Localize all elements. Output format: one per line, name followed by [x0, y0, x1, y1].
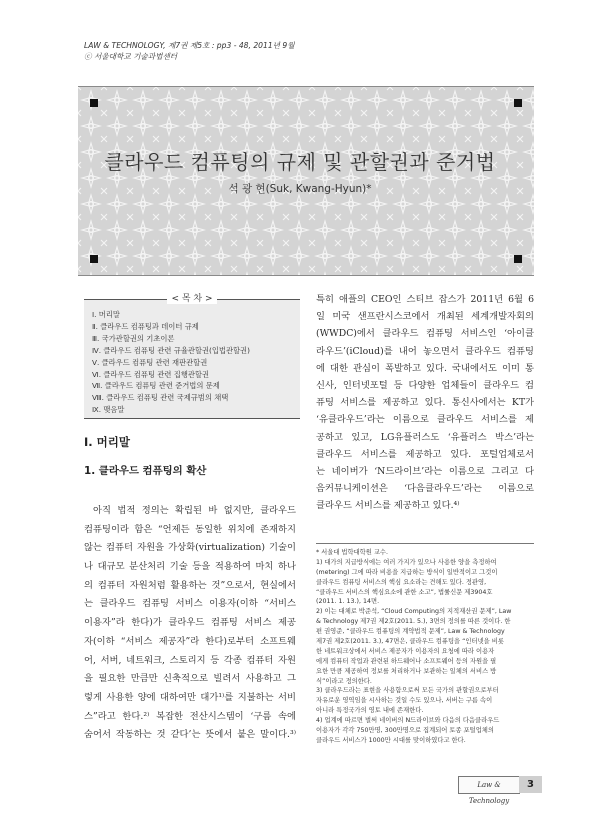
footnote-line: 자유로운 영역임을 시사하는 것일 수도 있으나, 서버는 구름 속이 [316, 697, 493, 705]
page-footer [458, 776, 542, 805]
body-line: 아직 법적 정의는 확립된 바 없지만, 클라우드 [93, 505, 296, 516]
subsection-heading: 1. 클라우드 컴퓨팅의 확산 [84, 465, 207, 477]
toc-item: Ⅱ. 클라우드 컴퓨팅과 데이터 규제 [92, 321, 199, 331]
footnote-line: 아니라 특정국가의 영토 내에 존재한다. [316, 707, 424, 715]
section-heading: Ⅰ. 머리말 [84, 435, 130, 449]
toc-list [92, 309, 250, 416]
journal-copyright: ⓒ 서울대학교 기술과법센터 [84, 52, 178, 61]
toc-item: Ⅶ. 클라우드 컴퓨팅 관련 준거법의 문제 [92, 381, 220, 391]
body-line: 렇게 사용한 양에 대하여만 대가¹⁾를 지불하는 서비 [84, 691, 296, 703]
footnote-line: 4) 업계에 따르면 벌써 네이버의 N드라이브와 다음의 다음클라우드 [316, 717, 500, 725]
body-line: 신사, 인터넷포털 등 다양한 업체들이 클라우드 컴 [316, 379, 534, 391]
body-line: 클라우드 서비스를 제공하고 있다.⁴⁾ [316, 500, 460, 512]
body-line: 는 네이버가 ‘N드라이브’라는 이름으로 그리고 다 [316, 465, 534, 477]
journal-citation: LAW & TECHNOLOGY, 제7권 제5호 : pp3 - 48, 2011년 9월 [84, 41, 295, 50]
footnote-line: * 서울대 법학대학원 교수. [316, 549, 388, 556]
body-line: 퓨팅 서비스를 제공하고 있다. 통신사에서는 KT가 [316, 397, 534, 409]
toc-item: Ⅴ. 클라우드 컴퓨팅 관련 재판관할권 [92, 357, 208, 367]
footnote-line: 클라우드 서비스가 1000만 시대를 맞이하였다고 한다. [316, 736, 466, 744]
paper-author: 석 광 현(Suk, Kwang-Hyun)* [228, 183, 372, 195]
footnote-line: 식”이라고 정의한다. [316, 677, 372, 685]
footnote-line: 제7권 제2호(2011. 3.), 47면은, 클라우드 컴퓨팅을 “인터넷을 비롯 [316, 638, 504, 646]
toc-item: Ⅸ. 맺음말 [92, 405, 125, 415]
body-line: 일 미국 샌프란시스코에서 개최된 세계개발자회의 [316, 311, 534, 323]
body-line: 어, 서버, 네트워크, 스토리지 등 각종 컴퓨터 자원 [84, 654, 296, 666]
banner-corner-bottom-right [514, 255, 522, 263]
toc-item: Ⅷ. 클라우드 컴퓨팅 관련 국제규범의 채택 [92, 393, 229, 403]
body-line: 는 클라우드 컴퓨팅 서비스 이용자(이하 “서비스 [84, 598, 296, 610]
footnote-line: 이용자가 각각 750만명, 300만명으로 집계되어 토종 포털업체의 [316, 727, 494, 735]
body-line: 특히 애플의 CEO인 스티브 잡스가 2011년 6월 6 [316, 294, 534, 305]
body-line: 나 대규모 분산처리 기술 등을 적용하여 마치 하나 [84, 561, 296, 573]
body-line: (WWDC)에서 클라우드 컴퓨팅 서비스인 ‘아이클 [316, 328, 534, 340]
body-line: 음커뮤니케이션은 ‘다음클라우드’라는 이름으로 [316, 483, 534, 495]
footnote-line: “클라우드 서비스의 핵심요소에 관한 소고”, 법률신문 제3904호 [316, 588, 493, 596]
footnote-line: 요한 만큼 제공하여 정보를 처리하거나 보관하는 일체의 서비스 방 [316, 667, 497, 675]
footnote-line: (2011. 1. 13.), 14면. [316, 598, 380, 606]
body-line: 않는 컴퓨터 자원을 가상화(virtualization) 기술이 [84, 542, 296, 554]
toc-item: Ⅵ. 클라우드 컴퓨팅 관련 집행관할권 [92, 369, 210, 379]
footnote-line: 한 네트워크상에서 서비스 제공자가 이용자의 요청에 따라 이용자 [316, 647, 495, 655]
right-column-text [316, 291, 534, 514]
footnote-line: 2) 이는 대체로 박준석, “Cloud Computing의 지적재산권 문제”, Law [316, 608, 512, 616]
footer-journal-label: Law & Technology [458, 776, 520, 794]
footnotes [316, 548, 534, 746]
footnote-line: 에게 컴퓨터 작업과 관련된 하드웨어나 소프트웨어 등의 자원을 필 [316, 657, 497, 665]
body-line: 숨어서 작동하는 것 같다’는 뜻에서 붙은 말이다.³⁾ [84, 729, 296, 741]
footnote-line: & Technology 제7권 제2호(2011. 5.), 3면의 정의를 따른 것이다. 한 [316, 618, 511, 626]
body-line: ‘유클라우드’라는 이름으로 클라우드 서비스를 제 [316, 414, 534, 426]
body-line: 컴퓨팅이라 함은 “언제든 동일한 위치에 존재하지 [84, 523, 296, 535]
footnote-line: 1) 대가의 지급방식에는 여러 가지가 있으나 사용한 양을 측정하여 [316, 558, 497, 566]
toc-item: Ⅳ. 클라우드 컴퓨팅 관련 규율관할권(입법관할권) [92, 345, 250, 355]
footnote-line: (metering) 그에 따라 비용을 지급하는 방식이 일반적이고 그것이 [316, 568, 498, 576]
journal-header [84, 40, 295, 62]
body-line: 스”라고 한다.²⁾ 복잡한 전산시스템이 ‘구름 속에 [84, 710, 296, 722]
body-line: 라우드’(iCloud)를 내어 놓으면서 클라우드 컴퓨팅 [316, 345, 534, 357]
body-line: 공하고 있고, LG유플러스도 ‘유플러스 박스’라는 [316, 431, 534, 443]
body-line: 클라우드 서비스를 제공하고 있다. 포털업체로서 [316, 448, 534, 460]
banner-corner-bottom-left [90, 255, 98, 263]
toc-item: Ⅰ. 머리말 [92, 310, 120, 319]
toc-item: Ⅲ. 국가관할권의 기초이론 [92, 333, 175, 343]
body-line: 에 대한 관심이 폭발하고 있다. 국내에서도 이미 통 [316, 362, 534, 374]
left-column-text [84, 502, 296, 745]
banner-corner-top-left [90, 99, 98, 107]
body-line: 의 컴퓨터 자원처럼 활용하는 것”으로서, 현실에서 [84, 579, 296, 591]
footnote-line: 편 권영준, “클라우드 컴퓨팅의 계약법적 문제”, Law & Technology [316, 628, 505, 636]
toc-heading: < 목 차 > [84, 291, 300, 304]
table-of-contents [84, 294, 300, 419]
paper-title: 클라우드 컴퓨팅의 규제 및 관할권과 준거법 [104, 150, 496, 174]
body-line: 자(이하 “서비스 제공자”라 한다)로부터 소프트웨 [84, 635, 296, 647]
banner-corner-top-right [514, 99, 522, 107]
page-number: 3 [519, 776, 542, 793]
footnote-line: 3) 클라우드라는 표현을 사용함으로써 모든 국가의 관할권으로부터 [316, 687, 499, 695]
footnote-divider [316, 543, 534, 544]
footnote-line: 클라우드 컴퓨팅 서비스의 핵심 요소라는 견해도 있다. 정관영, [316, 578, 487, 586]
body-line: 이용자”라 한다)가 클라우드 컴퓨팅 서비스 제공 [84, 617, 296, 629]
body-line: 을 필요한 만큼만 신축적으로 빌려서 사용하고 그 [84, 673, 296, 685]
